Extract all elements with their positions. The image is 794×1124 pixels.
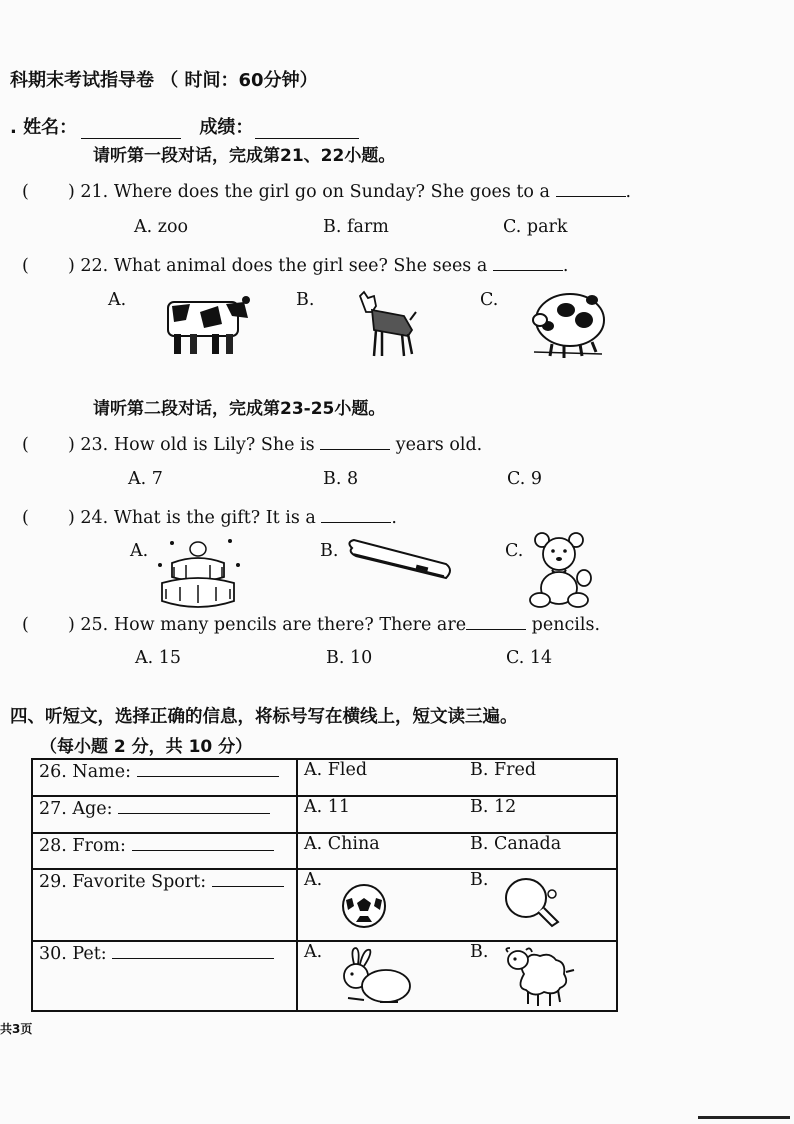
table-row: 28. From: A. China B. Canada	[32, 833, 617, 869]
name-label: . 姓名：	[10, 117, 78, 138]
q22-option-a[interactable]: A.	[108, 290, 127, 310]
dog-icon	[352, 290, 418, 360]
blank-29[interactable]	[212, 870, 284, 887]
table-row: 27. Age: A. 11 B. 12	[32, 796, 617, 833]
cake-icon	[152, 535, 244, 611]
page-footer: 共3页	[0, 1022, 33, 1036]
table-row: 26. Name: A. Fled B. Fred	[32, 759, 617, 796]
question-24: ( ) 24. What is the gift? It is a .	[22, 508, 397, 528]
ping-pong-paddle-icon	[500, 874, 564, 936]
q25-option-b[interactable]: B. 10	[326, 648, 373, 668]
q26-option-b[interactable]: B. Fred	[470, 760, 537, 780]
answer-paren-23[interactable]: )	[68, 435, 75, 455]
blank-23[interactable]	[320, 433, 390, 450]
q28-option-b[interactable]: B. Canada	[470, 834, 562, 854]
blank-28[interactable]	[132, 834, 274, 851]
pig-icon	[526, 284, 608, 362]
q29-option-a[interactable]: A.	[304, 870, 323, 890]
question-22: ( ) 22. What animal does the girl see? She sees a .	[22, 256, 569, 276]
q28-option-a[interactable]: A. China	[304, 834, 380, 854]
blank-21[interactable]	[556, 180, 626, 197]
section-four-subheading: （每小题 2 分，共 10 分）	[40, 737, 253, 757]
soccer-ball-icon	[340, 882, 388, 930]
question-21: ( ) 21. Where does the girl go on Sunday? She goes to a .	[22, 182, 632, 202]
q24-option-b[interactable]: B.	[320, 541, 339, 561]
q22-option-b[interactable]: B.	[296, 290, 315, 310]
q24-option-a[interactable]: A.	[130, 541, 149, 561]
blank-26[interactable]	[137, 760, 279, 777]
answer-paren-24[interactable]: )	[68, 508, 75, 528]
bottom-rule	[698, 1116, 790, 1119]
q23-option-a[interactable]: A. 7	[128, 469, 163, 489]
q24-option-c[interactable]: C.	[505, 541, 524, 561]
blank-22[interactable]	[493, 254, 563, 271]
score-field[interactable]	[255, 120, 359, 139]
q25-option-c[interactable]: C. 14	[506, 648, 553, 668]
rabbit-icon	[334, 946, 416, 1006]
q22-option-c[interactable]: C.	[480, 290, 499, 310]
q30-option-a[interactable]: A.	[304, 942, 323, 962]
q23-option-c[interactable]: C. 9	[507, 469, 543, 489]
teddy-bear-icon	[526, 530, 596, 610]
q27-option-b[interactable]: B. 12	[470, 797, 517, 817]
q21-option-b[interactable]: B. farm	[323, 217, 389, 237]
answer-paren-21[interactable]: )	[68, 182, 75, 202]
info-table	[31, 758, 618, 1012]
name-field[interactable]	[81, 120, 181, 139]
q21-option-a[interactable]: A. zoo	[134, 217, 189, 237]
blank-30[interactable]	[112, 942, 274, 959]
sheep-icon	[500, 944, 576, 1008]
q23-option-b[interactable]: B. 8	[323, 469, 359, 489]
question-23: ( ) 23. How old is Lily? She is years old.	[22, 435, 483, 455]
question-25: ( ) 25. How many pencils are there? There are pencils.	[22, 615, 601, 635]
q30-option-b[interactable]: B.	[470, 942, 489, 962]
q29-option-b[interactable]: B.	[470, 870, 489, 890]
q27-option-a[interactable]: A. 11	[304, 797, 351, 817]
instruction-2: 请听第二段对话，完成第23-25小题。	[93, 399, 386, 419]
q25-option-a[interactable]: A. 15	[135, 648, 182, 668]
section-four-heading: 四、听短文，选择正确的信息，将标号写在横线上，短文读三遍。	[10, 707, 518, 727]
pencil-case-icon	[342, 536, 458, 584]
name-score-row	[10, 113, 359, 139]
blank-27[interactable]	[118, 797, 270, 814]
answer-paren-22[interactable]: )	[68, 256, 75, 276]
score-label: 成绩：	[199, 117, 254, 138]
table-row: 30. Pet: A. B.	[32, 941, 617, 1011]
instruction-1: 请听第一段对话，完成第21、22小题。	[93, 146, 396, 166]
q21-option-c[interactable]: C. park	[503, 217, 568, 237]
exam-title: 科期末考试指导卷 （ 时间：60分钟）	[10, 70, 318, 91]
cow-icon	[160, 294, 255, 360]
blank-24[interactable]	[321, 506, 391, 523]
table-row: 29. Favorite Sport: A. B.	[32, 869, 617, 941]
blank-25[interactable]	[466, 613, 526, 630]
answer-paren-25[interactable]: )	[68, 615, 75, 635]
q26-option-a[interactable]: A. Fled	[304, 760, 368, 780]
